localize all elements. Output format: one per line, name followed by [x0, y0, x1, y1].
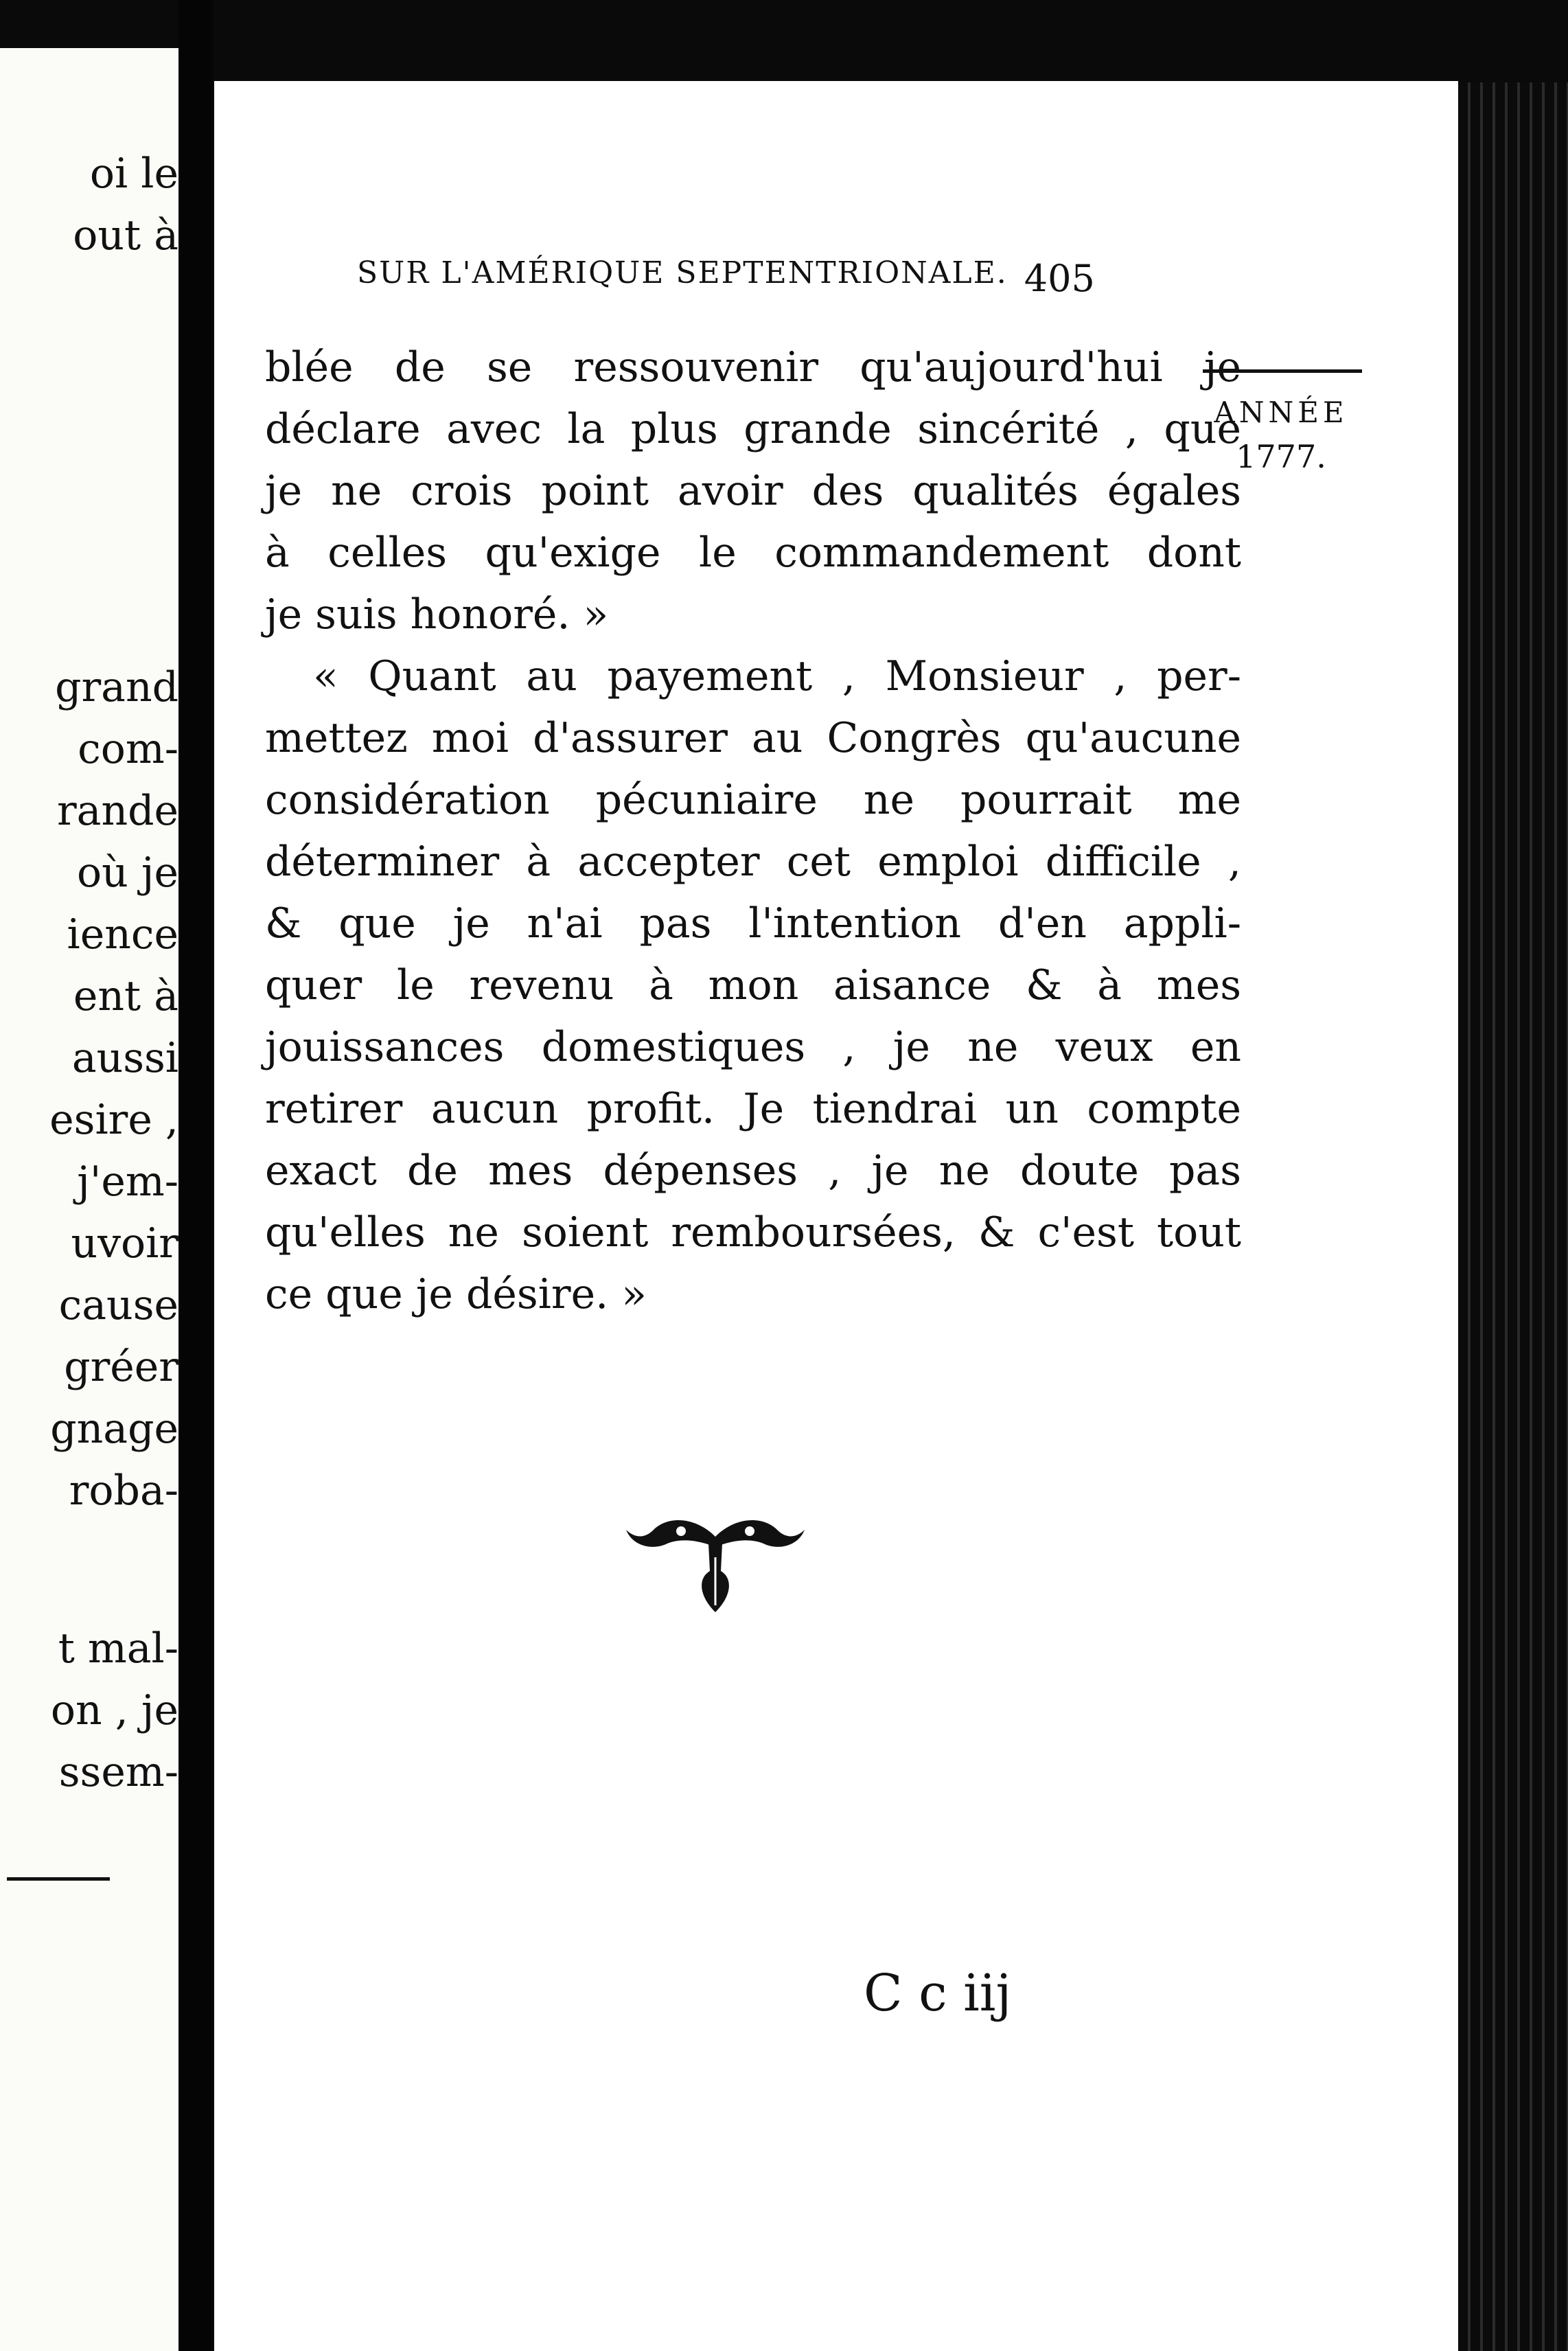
body-line: quer le revenu à mon aisance & à mes — [265, 961, 1241, 1009]
body-line: je suis honoré. » — [265, 590, 609, 639]
body-line: je ne crois point avoir des qualités égales — [265, 467, 1241, 515]
body-line: considération pécuniaire ne pourrait me — [265, 776, 1241, 824]
body-line: à celles qu'exige le commandement dont — [265, 529, 1241, 577]
body-line: & que je n'ai pas l'intention d'en appli- — [265, 899, 1241, 948]
body-line: déterminer à accepter cet emploi difficile , — [265, 838, 1241, 886]
left-page-line: ssem- — [58, 1748, 178, 1796]
signature-mark: C c iij — [864, 1964, 1012, 2023]
margin-note-label: ANNÉE — [1214, 395, 1348, 429]
left-page-line: gréer — [64, 1343, 178, 1391]
body-line: exact de mes dépenses , je ne doute pas — [265, 1147, 1241, 1195]
body-line: retirer aucun profit. Je tiendrai un compte — [265, 1085, 1241, 1133]
body-line: blée de se ressouvenir qu'aujourd'hui je — [265, 343, 1241, 391]
left-page-line: où je — [77, 849, 178, 897]
left-page-line: rande — [56, 787, 178, 835]
left-page-line: gnage — [50, 1405, 178, 1453]
running-head-text: SUR L'AMÉRIQUE SEPTENTRIONALE. — [357, 255, 1008, 290]
left-page-line: ent à — [73, 972, 178, 1020]
left-page-line: oi le — [89, 150, 178, 198]
left-page-line: esire , — [49, 1096, 178, 1144]
margin-note-year: 1777. — [1236, 438, 1326, 475]
left-page-rule — [7, 1877, 110, 1881]
body-line: jouissances domestiques , je ne veux en — [265, 1023, 1241, 1071]
left-page-line: roba- — [69, 1467, 178, 1515]
facing-page-left — [0, 48, 178, 2351]
left-page-line: on , je — [50, 1686, 178, 1734]
left-page-line: com- — [78, 725, 178, 773]
page-405 — [214, 81, 1458, 2351]
left-page-line: cause — [58, 1281, 178, 1329]
left-page-line: j'em- — [77, 1158, 178, 1206]
left-page-line: ience — [67, 910, 178, 959]
page-edges — [1458, 82, 1568, 2351]
body-line: déclare avec la plus grande sincérité , que — [265, 405, 1241, 453]
running-head — [357, 255, 1392, 290]
body-line: mettez moi d'assurer au Congrès qu'aucune — [265, 714, 1241, 762]
left-page-line: t mal- — [58, 1625, 178, 1673]
left-page-line: aussi — [71, 1034, 178, 1082]
page-number: 405 — [1024, 257, 1095, 300]
body-line: ce que je désire. » — [265, 1270, 647, 1318]
body-line: qu'elles ne soient remboursées, & c'est tout — [265, 1208, 1241, 1257]
body-text — [265, 336, 1241, 1325]
body-line: « Quant au payement , Monsieur , per- — [313, 652, 1241, 700]
fleuron-ornament-icon — [612, 1509, 818, 1619]
left-page-line: uvoir — [71, 1219, 178, 1268]
book-gutter — [178, 0, 213, 2351]
left-page-line: out à — [73, 211, 178, 260]
left-page-line: grand — [55, 663, 178, 711]
